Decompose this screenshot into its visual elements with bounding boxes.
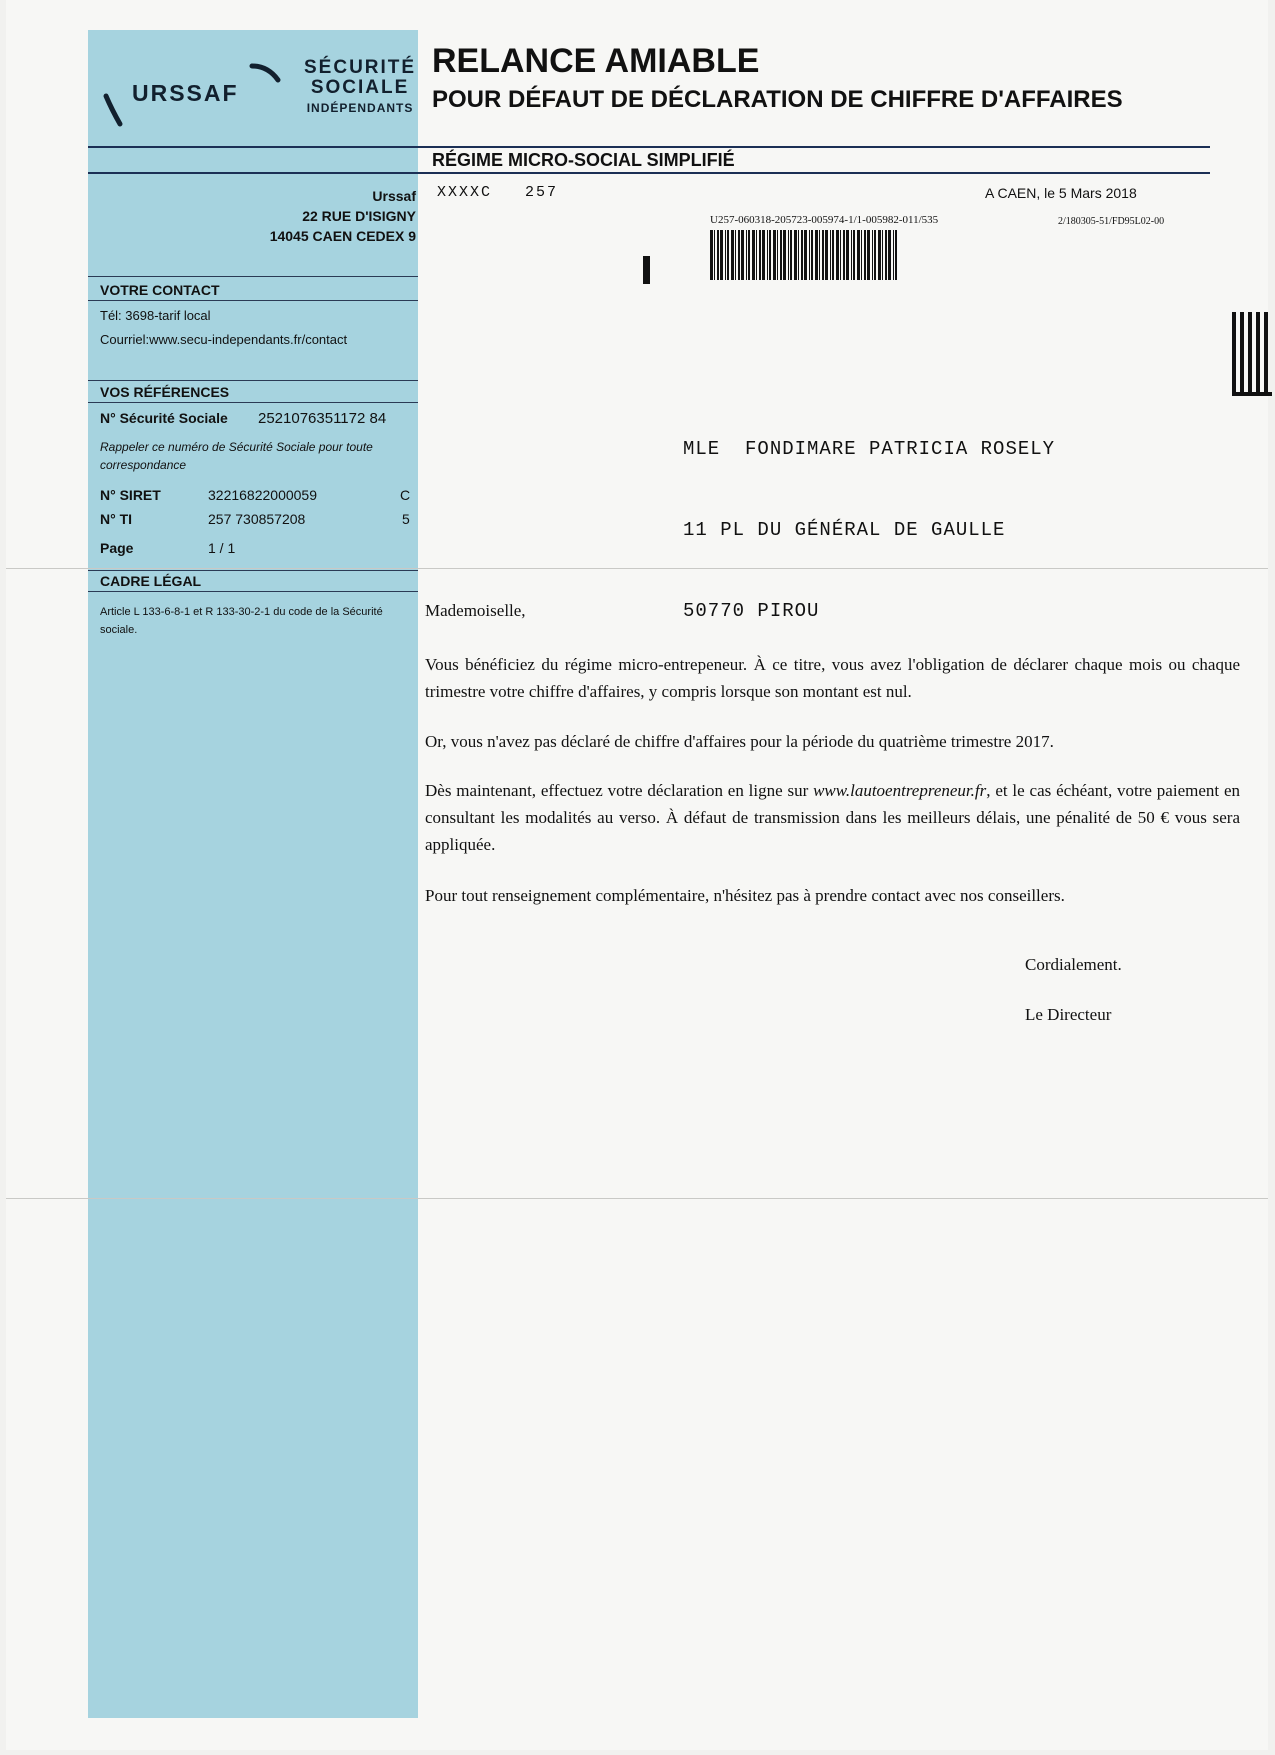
regime-label: RÉGIME MICRO-SOCIAL SIMPLIFIÉ <box>432 150 735 170</box>
title-rule-top <box>88 146 1210 148</box>
ss-value: 2521076351172 84 <box>258 410 387 427</box>
recipient-city: 50770 PIROU <box>683 600 820 622</box>
ti-label: N° TI <box>100 511 133 527</box>
reference-code: XXXXC 257 <box>437 184 559 201</box>
page-value: 1 / 1 <box>208 540 236 556</box>
document-subtitle: POUR DÉFAUT DE DÉCLARATION DE CHIFFRE D'AFFAIRES <box>432 86 1123 113</box>
legal-rule-top <box>88 570 418 571</box>
ss-reminder: Rappeler ce numéro de Sécurité Sociale pour toute correspondance <box>100 440 373 472</box>
document-title: RELANCE AMIABLE <box>432 42 760 80</box>
letter-paragraph-1: Vous bénéficiez du régime micro-entrepeneur. À ce titre, vous avez l'obligation de déclarer chaque mois ou chaque trimestre votre chiffre d'affaires, y compris lorsque son montant est nul. <box>425 655 1240 701</box>
contact-rule-bottom <box>88 300 418 301</box>
logo-line1: SÉCURITÉ <box>304 57 417 78</box>
datamatrix-icon <box>1232 312 1272 398</box>
fold-line-top <box>6 568 1268 569</box>
logo-secu-text <box>304 58 416 118</box>
references-heading: VOS RÉFÉRENCES <box>100 384 230 400</box>
logo-line3: INDÉPENDANTS <box>306 101 414 115</box>
contact-email: Courriel:www.secu-independants.fr/contact <box>100 332 348 347</box>
contact-rule-top <box>88 276 418 277</box>
alignment-mark <box>643 256 650 284</box>
siret-key: C <box>400 487 411 503</box>
letter-date: A CAEN, le 5 Mars 2018 <box>985 185 1137 201</box>
title-rule-bottom <box>88 172 1210 174</box>
recipient-name: MLE FONDIMARE PATRICIA ROSELY <box>683 438 1056 460</box>
letter-greeting: Mademoiselle, <box>425 601 526 620</box>
references-rule-bottom <box>88 402 418 403</box>
legal-text: Article L 133-6-8-1 et R 133-30-2-1 du code de la Sécurité sociale. <box>100 606 383 636</box>
logo-line2: SOCIALE <box>310 77 410 98</box>
urssaf-logo <box>100 57 417 128</box>
ti-key: 5 <box>402 511 410 527</box>
letter-paragraph-4: Pour tout renseignement complémentaire, n'hésitez pas à prendre contact avec nos conseillers. <box>425 886 1065 905</box>
fold-line-bottom <box>6 1198 1268 1199</box>
letter-signature: Le Directeur <box>1025 1005 1112 1024</box>
letter-paragraph-3 <box>425 777 1240 858</box>
legal-heading: CADRE LÉGAL <box>100 573 202 589</box>
references-rule-top <box>88 380 418 381</box>
p3-text-after: , et le cas échéant, votre paiement en consultant les modalités au verso. À défaut de transmission dans les meilleurs délais, une pénalité de 50 € vous sera appliquée. <box>425 781 1240 854</box>
siret-label: N° SIRET <box>100 487 161 503</box>
ti-value: 257 730857208 <box>208 511 306 527</box>
barcode-text: U257-060318-205723-005974-1/1-005982-011/535 <box>710 214 939 226</box>
siret-value: 32216822000059 <box>208 487 318 503</box>
legal-rule-bottom <box>88 591 418 592</box>
letter-closing: Cordialement. <box>1025 955 1122 974</box>
document-code: 2/180305-51/FD95L02-00 <box>1058 216 1165 227</box>
sender-name: Urssaf <box>372 188 416 204</box>
page-label: Page <box>100 540 134 556</box>
contact-heading: VOTRE CONTACT <box>100 282 220 298</box>
sender-address <box>200 186 416 246</box>
sender-city: 14045 CAEN CEDEX 9 <box>269 228 416 244</box>
p3-text-before: Dès maintenant, effectuez votre déclaration en ligne sur <box>425 781 814 800</box>
barcode-icon <box>710 230 900 280</box>
sender-street: 22 RUE D'ISIGNY <box>302 208 416 224</box>
recipient-street: 11 PL DU GÉNÉRAL DE GAULLE <box>683 519 1006 541</box>
letter-paragraph-2: Or, vous n'avez pas déclaré de chiffre d'affaires pour la période du quatrième trimestre 2017. <box>425 732 1054 751</box>
ss-label: N° Sécurité Sociale <box>100 410 228 426</box>
website-link[interactable]: www.lautoentrepreneur.fr <box>813 781 987 800</box>
contact-tel: Tél: 3698-tarif local <box>100 308 211 323</box>
logo-brand: URSSAF <box>132 80 239 106</box>
